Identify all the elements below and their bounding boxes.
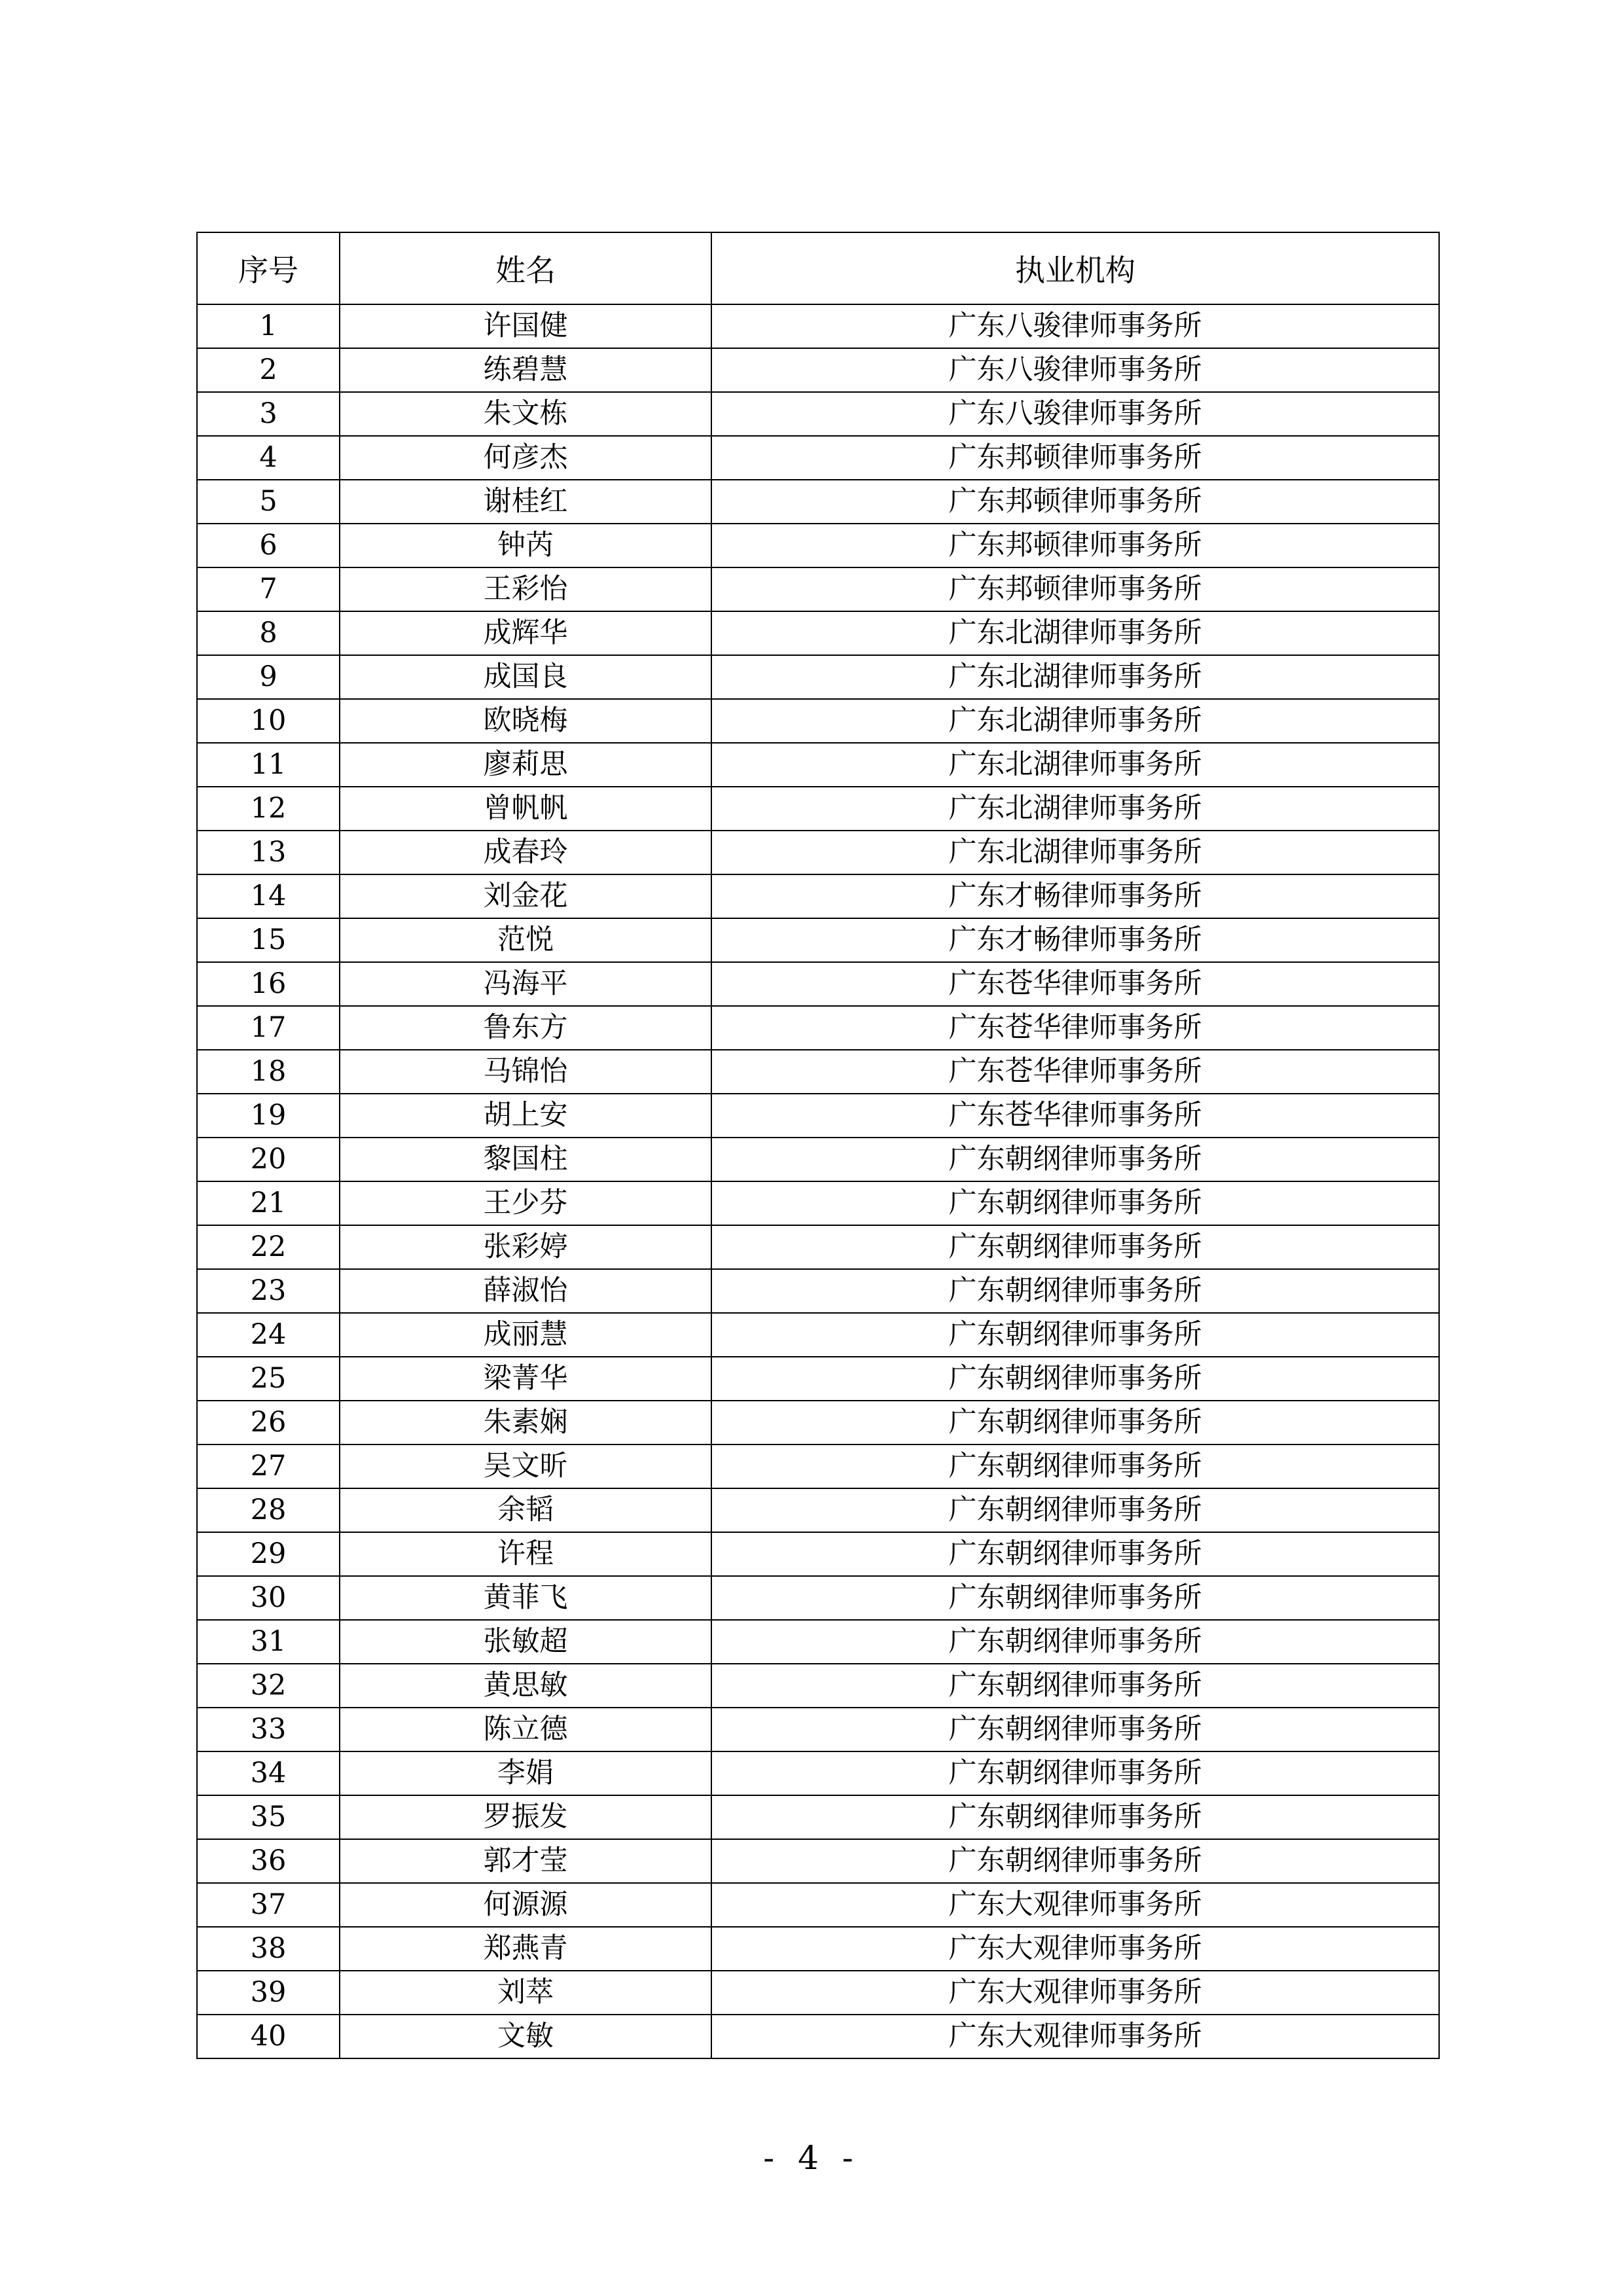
cell-seq: 21: [197, 1181, 340, 1225]
cell-seq: 8: [197, 611, 340, 655]
cell-org: 广东苍华律师事务所: [711, 1006, 1439, 1050]
cell-name: 薛淑怡: [340, 1269, 711, 1313]
cell-org: 广东朝纲律师事务所: [711, 1138, 1439, 1181]
cell-org: 广东朝纲律师事务所: [711, 1576, 1439, 1620]
cell-name: 鲁东方: [340, 1006, 711, 1050]
table-row: [197, 1138, 1439, 1181]
cell-name: 罗振发: [340, 1795, 711, 1839]
cell-name: 成国良: [340, 655, 711, 699]
cell-name: 谢桂红: [340, 480, 711, 524]
cell-seq: 9: [197, 655, 340, 699]
table-row: [197, 1883, 1439, 1927]
cell-name: 欧晓梅: [340, 699, 711, 743]
cell-name: 吴文昕: [340, 1444, 711, 1488]
cell-org: 广东北湖律师事务所: [711, 699, 1439, 743]
cell-org: 广东朝纲律师事务所: [711, 1839, 1439, 1883]
table-row: [197, 1006, 1439, 1050]
table-row: [197, 962, 1439, 1006]
cell-seq: 13: [197, 831, 340, 874]
cell-name: 刘萃: [340, 1971, 711, 2015]
cell-seq: 2: [197, 348, 340, 392]
table-row: [197, 918, 1439, 962]
cell-org: 广东大观律师事务所: [711, 1971, 1439, 2015]
cell-seq: 22: [197, 1225, 340, 1269]
cell-name: 练碧慧: [340, 348, 711, 392]
table-row: [197, 2015, 1439, 2058]
cell-org: 广东才畅律师事务所: [711, 874, 1439, 918]
table-row: [197, 787, 1439, 831]
cell-org: 广东苍华律师事务所: [711, 962, 1439, 1006]
table-row: [197, 304, 1439, 348]
table-row: [197, 567, 1439, 611]
table-row: [197, 743, 1439, 787]
table-row: [197, 1532, 1439, 1576]
cell-org: 广东朝纲律师事务所: [711, 1269, 1439, 1313]
cell-org: 广东朝纲律师事务所: [711, 1181, 1439, 1225]
cell-name: 许国健: [340, 304, 711, 348]
cell-name: 郭才莹: [340, 1839, 711, 1883]
cell-name: 王少芬: [340, 1181, 711, 1225]
header-name: 姓名: [340, 232, 711, 304]
cell-seq: 32: [197, 1664, 340, 1708]
cell-seq: 35: [197, 1795, 340, 1839]
cell-org: 广东才畅律师事务所: [711, 918, 1439, 962]
cell-name: 陈立德: [340, 1708, 711, 1751]
table-row: [197, 611, 1439, 655]
table-row: [197, 1708, 1439, 1751]
cell-name: 成丽慧: [340, 1313, 711, 1357]
cell-seq: 3: [197, 392, 340, 436]
cell-seq: 31: [197, 1620, 340, 1664]
cell-name: 成春玲: [340, 831, 711, 874]
cell-seq: 10: [197, 699, 340, 743]
cell-seq: 30: [197, 1576, 340, 1620]
page-number: - 4 -: [763, 2139, 860, 2177]
cell-org: 广东北湖律师事务所: [711, 831, 1439, 874]
cell-name: 张敏超: [340, 1620, 711, 1664]
cell-org: 广东八骏律师事务所: [711, 304, 1439, 348]
cell-name: 曾帆帆: [340, 787, 711, 831]
table-row: [197, 699, 1439, 743]
header-org: 执业机构: [711, 232, 1439, 304]
cell-seq: 19: [197, 1094, 340, 1138]
table-body: [197, 304, 1439, 2058]
table-row: [197, 1839, 1439, 1883]
cell-name: 郑燕青: [340, 1927, 711, 1971]
cell-name: 张彩婷: [340, 1225, 711, 1269]
cell-name: 成辉华: [340, 611, 711, 655]
cell-org: 广东朝纲律师事务所: [711, 1313, 1439, 1357]
cell-seq: 28: [197, 1488, 340, 1532]
cell-org: 广东朝纲律师事务所: [711, 1357, 1439, 1401]
cell-name: 胡上安: [340, 1094, 711, 1138]
table-row: [197, 1664, 1439, 1708]
cell-org: 广东朝纲律师事务所: [711, 1620, 1439, 1664]
table-row: [197, 1225, 1439, 1269]
cell-seq: 23: [197, 1269, 340, 1313]
table-row: [197, 1401, 1439, 1444]
table-row: [197, 524, 1439, 567]
cell-org: 广东邦顿律师事务所: [711, 436, 1439, 480]
cell-name: 朱素娴: [340, 1401, 711, 1444]
cell-org: 广东北湖律师事务所: [711, 743, 1439, 787]
cell-name: 黄菲飞: [340, 1576, 711, 1620]
cell-seq: 25: [197, 1357, 340, 1401]
table-row: [197, 392, 1439, 436]
cell-org: 广东大观律师事务所: [711, 1883, 1439, 1927]
table-row: [197, 655, 1439, 699]
cell-seq: 24: [197, 1313, 340, 1357]
table-row: [197, 1313, 1439, 1357]
table-row: [197, 1795, 1439, 1839]
table-row: [197, 1751, 1439, 1795]
cell-seq: 40: [197, 2015, 340, 2058]
cell-seq: 34: [197, 1751, 340, 1795]
cell-seq: 5: [197, 480, 340, 524]
cell-org: 广东邦顿律师事务所: [711, 524, 1439, 567]
cell-org: 广东大观律师事务所: [711, 2015, 1439, 2058]
cell-name: 王彩怡: [340, 567, 711, 611]
cell-org: 广东北湖律师事务所: [711, 655, 1439, 699]
table-row: [197, 1357, 1439, 1401]
cell-seq: 33: [197, 1708, 340, 1751]
cell-seq: 4: [197, 436, 340, 480]
cell-name: 钟芮: [340, 524, 711, 567]
table-row: [197, 1971, 1439, 2015]
cell-name: 许程: [340, 1532, 711, 1576]
cell-org: 广东朝纲律师事务所: [711, 1751, 1439, 1795]
cell-seq: 6: [197, 524, 340, 567]
cell-seq: 29: [197, 1532, 340, 1576]
cell-org: 广东苍华律师事务所: [711, 1094, 1439, 1138]
cell-name: 黎国柱: [340, 1138, 711, 1181]
cell-name: 冯海平: [340, 962, 711, 1006]
cell-org: 广东大观律师事务所: [711, 1927, 1439, 1971]
cell-name: 李娟: [340, 1751, 711, 1795]
cell-org: 广东朝纲律师事务所: [711, 1708, 1439, 1751]
table-row: [197, 1620, 1439, 1664]
table-row: [197, 480, 1439, 524]
cell-name: 廖莉思: [340, 743, 711, 787]
cell-name: 马锦怡: [340, 1050, 711, 1094]
cell-org: 广东邦顿律师事务所: [711, 567, 1439, 611]
cell-seq: 26: [197, 1401, 340, 1444]
table-row: [197, 1181, 1439, 1225]
table-row: [197, 1269, 1439, 1313]
cell-seq: 1: [197, 304, 340, 348]
cell-name: 文敏: [340, 2015, 711, 2058]
table-row: [197, 1488, 1439, 1532]
table-row: [197, 1094, 1439, 1138]
cell-name: 何彦杰: [340, 436, 711, 480]
cell-org: 广东朝纲律师事务所: [711, 1532, 1439, 1576]
lawyer-roster-table: [196, 232, 1440, 2059]
table-header-row: [197, 232, 1439, 304]
cell-seq: 39: [197, 1971, 340, 2015]
cell-seq: 20: [197, 1138, 340, 1181]
cell-seq: 14: [197, 874, 340, 918]
cell-seq: 36: [197, 1839, 340, 1883]
cell-seq: 16: [197, 962, 340, 1006]
cell-org: 广东朝纲律师事务所: [711, 1225, 1439, 1269]
cell-seq: 12: [197, 787, 340, 831]
cell-name: 范悦: [340, 918, 711, 962]
cell-org: 广东朝纲律师事务所: [711, 1444, 1439, 1488]
table-row: [197, 348, 1439, 392]
cell-name: 余韬: [340, 1488, 711, 1532]
cell-name: 梁菁华: [340, 1357, 711, 1401]
table-row: [197, 831, 1439, 874]
header-seq: 序号: [197, 232, 340, 304]
cell-org: 广东朝纲律师事务所: [711, 1401, 1439, 1444]
table-row: [197, 1576, 1439, 1620]
table-row: [197, 436, 1439, 480]
cell-org: 广东朝纲律师事务所: [711, 1664, 1439, 1708]
cell-org: 广东朝纲律师事务所: [711, 1488, 1439, 1532]
cell-seq: 7: [197, 567, 340, 611]
cell-name: 黄思敏: [340, 1664, 711, 1708]
cell-seq: 27: [197, 1444, 340, 1488]
table-row: [197, 1927, 1439, 1971]
cell-name: 何源源: [340, 1883, 711, 1927]
cell-org: 广东邦顿律师事务所: [711, 480, 1439, 524]
cell-org: 广东朝纲律师事务所: [711, 1795, 1439, 1839]
cell-seq: 17: [197, 1006, 340, 1050]
cell-org: 广东北湖律师事务所: [711, 611, 1439, 655]
cell-seq: 38: [197, 1927, 340, 1971]
cell-org: 广东苍华律师事务所: [711, 1050, 1439, 1094]
cell-seq: 11: [197, 743, 340, 787]
cell-org: 广东北湖律师事务所: [711, 787, 1439, 831]
cell-seq: 37: [197, 1883, 340, 1927]
cell-seq: 15: [197, 918, 340, 962]
cell-name: 刘金花: [340, 874, 711, 918]
table-row: [197, 1050, 1439, 1094]
cell-seq: 18: [197, 1050, 340, 1094]
table-row: [197, 1444, 1439, 1488]
cell-org: 广东八骏律师事务所: [711, 348, 1439, 392]
cell-org: 广东八骏律师事务所: [711, 392, 1439, 436]
table-row: [197, 874, 1439, 918]
cell-name: 朱文栋: [340, 392, 711, 436]
